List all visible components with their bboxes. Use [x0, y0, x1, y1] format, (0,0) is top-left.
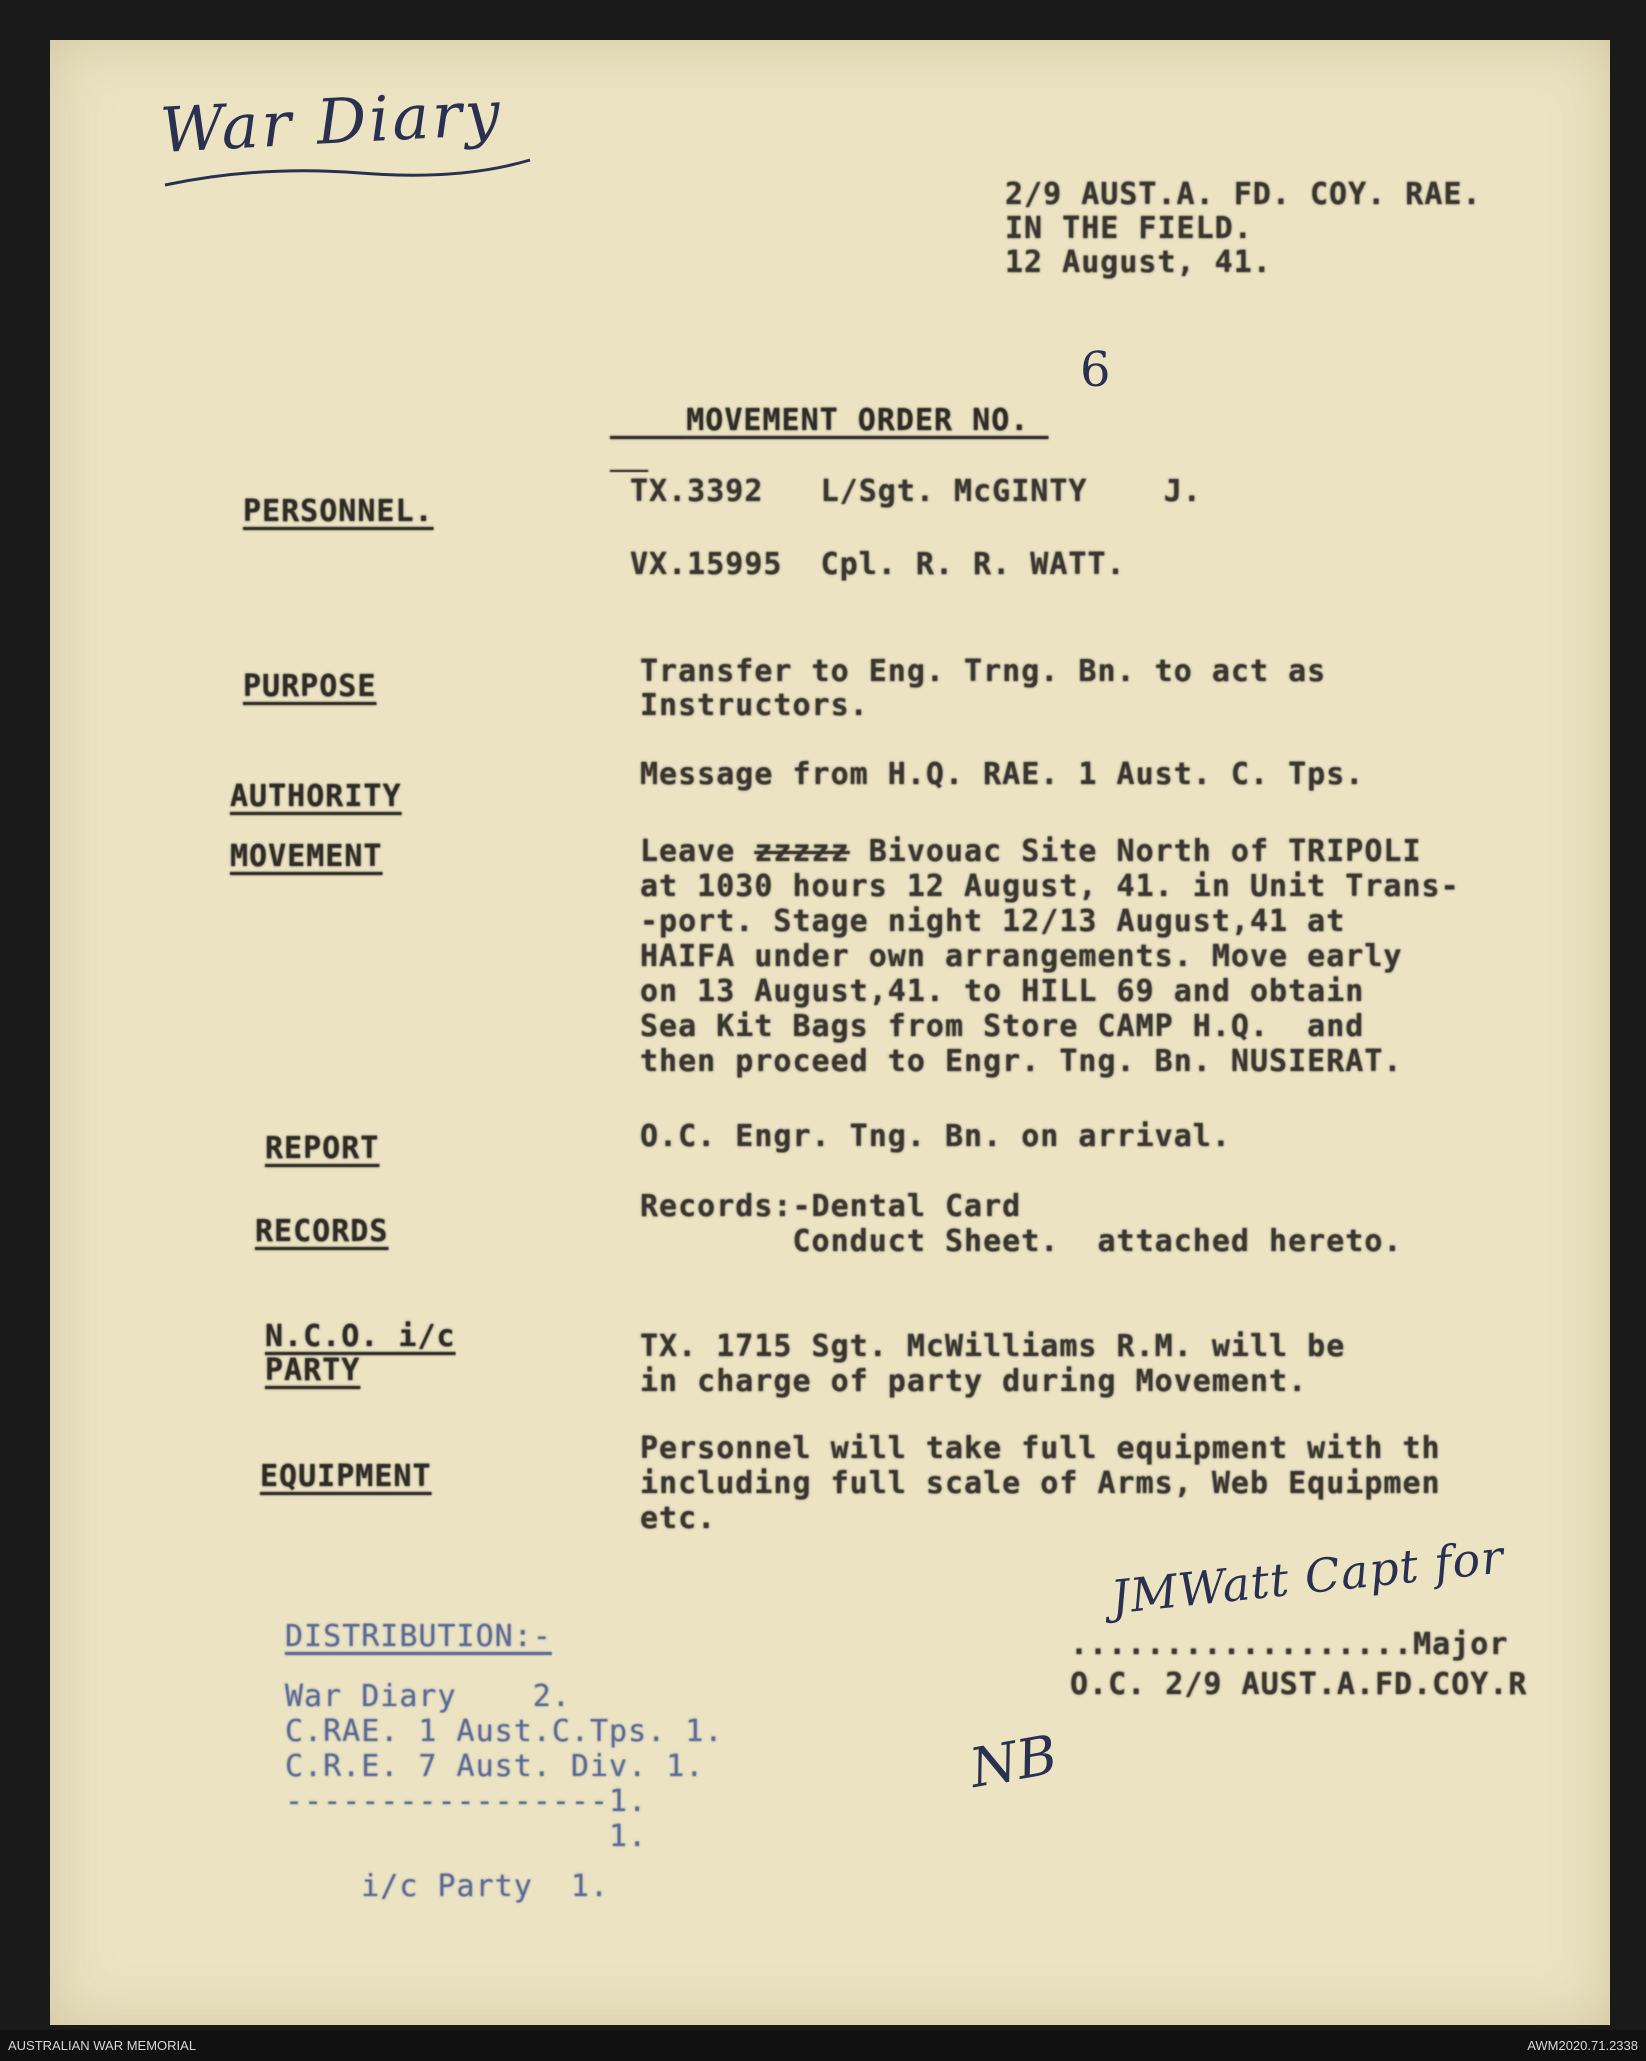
movement-line-4: HAIFA under own arrangements. Move early [640, 939, 1403, 974]
report-line-1: O.C. Engr. Tng. Bn. on arrival. [640, 1119, 1231, 1154]
signature-unit: O.C. 2/9 AUST.A.FD.COY.R [1070, 1667, 1528, 1702]
handwritten-signature: JMWatt Capt for [1108, 1529, 1507, 1625]
archive-footer [0, 2030, 1646, 2061]
handwritten-underline [160, 155, 540, 195]
movement-line-1-start: Leave [640, 834, 755, 869]
authority-line-1: Message from H.Q. RAE. 1 Aust. C. Tps. [640, 757, 1365, 792]
movement-line-2: at 1030 hours 12 August, 41. in Unit Trans- [640, 869, 1460, 904]
equipment-line-2: including full scale of Arms, Web Equipmen [640, 1466, 1441, 1501]
personnel-label: PERSONNEL. [243, 494, 434, 529]
document-page [50, 40, 1610, 2025]
nco-line-2: in charge of party during Movement. [640, 1364, 1308, 1399]
distribution-item-6: i/c Party 1. [285, 1869, 610, 1904]
order-number: 6 [1080, 342, 1111, 398]
records-line-1: Records:-Dental Card [640, 1189, 1022, 1224]
footer-institution: AUSTRALIAN WAR MEMORIAL [8, 2038, 197, 2053]
purpose-line-2: Instructors. [640, 688, 869, 723]
purpose-line-1: Transfer to Eng. Trng. Bn. to act as [640, 654, 1327, 689]
movement-line-5: on 13 August,41. to HILL 69 and obtain [640, 974, 1365, 1009]
signature-dotted-line: ..................Major [1070, 1627, 1509, 1662]
report-label: REPORT [265, 1131, 380, 1166]
unit-header: 2/9 AUST.A. FD. COY. RAE. [1005, 177, 1482, 212]
equipment-label: EQUIPMENT [260, 1459, 432, 1494]
movement-line-6: Sea Kit Bags from Store CAMP H.Q. and [640, 1009, 1365, 1044]
movement-line-1 [640, 835, 1422, 869]
authority-label: AUTHORITY [230, 779, 402, 814]
purpose-label: PURPOSE [243, 669, 377, 704]
records-label: RECORDS [255, 1214, 389, 1249]
distribution-item-1: War Diary 2. [285, 1679, 571, 1714]
document-title [610, 370, 1048, 472]
distribution-heading: DISTRIBUTION:- [285, 1619, 552, 1654]
date-header: 12 August, 41. [1005, 245, 1272, 280]
distribution-item-2: C.RAE. 1 Aust.C.Tps. 1. [285, 1714, 724, 1749]
personnel-line-2: VX.15995 Cpl. R. R. WATT. [630, 547, 1126, 582]
equipment-line-1: Personnel will take full equipment with th [640, 1431, 1441, 1466]
equipment-line-3: etc. [640, 1501, 717, 1536]
movement-line-7: then proceed to Engr. Tng. Bn. NUSIERAT. [640, 1044, 1403, 1079]
nco-label-line-1: N.C.O. i/c [265, 1319, 456, 1354]
movement-line-3: -port. Stage night 12/13 August,41 at [640, 904, 1346, 939]
distribution-item-4: -----------------1. [285, 1784, 648, 1819]
distribution-item-3: C.R.E. 7 Aust. Div. 1. [285, 1749, 705, 1784]
distribution-item-5: 1. [285, 1819, 648, 1854]
handwritten-title: War Diary [158, 76, 505, 167]
nco-label-line-2: PARTY [265, 1353, 361, 1388]
title-text: MOVEMENT ORDER NO. [686, 403, 1049, 438]
location-header: IN THE FIELD. [1005, 211, 1253, 246]
personnel-line-1: TX.3392 L/Sgt. McGINTY J. [630, 474, 1202, 509]
nco-line-1: TX. 1715 Sgt. McWilliams R.M. will be [640, 1329, 1346, 1364]
struck-word: zzzzz [754, 834, 850, 869]
movement-label: MOVEMENT [230, 839, 383, 874]
footer-reference: AWM2020.71.2338 [1527, 2038, 1638, 2053]
records-line-2: Conduct Sheet. attached hereto. [640, 1224, 1403, 1259]
handwritten-initials: NB [965, 1722, 1062, 1801]
movement-line-1-end: Bivouac Site North of TRIPOLI [849, 834, 1422, 869]
